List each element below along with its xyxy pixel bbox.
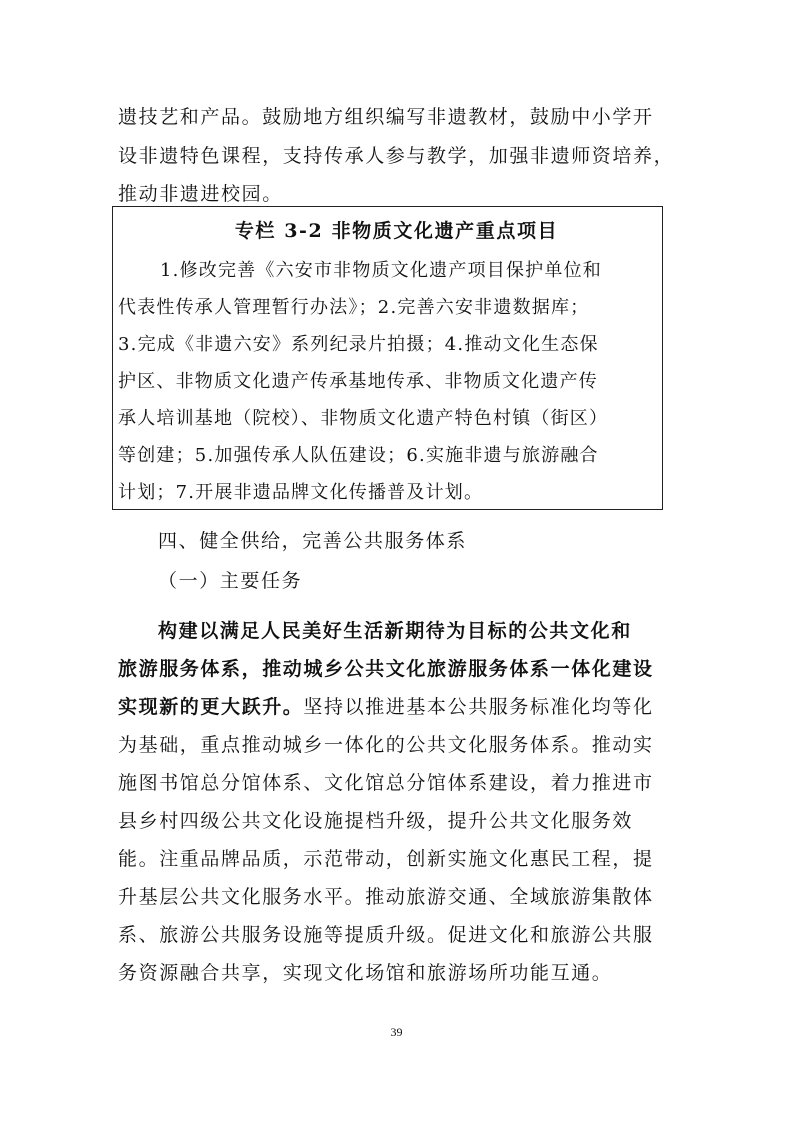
bold-run: 实现新的更大跃升。: [118, 696, 304, 718]
feature-box-line: 护区、非物质文化遗产传承基地传承、非物质文化遗产传: [118, 371, 598, 392]
feature-box-line: 承人培训基地（院校）、非物质文化遗产特色村镇（街区）: [118, 408, 609, 429]
paragraph-line: 设非遗特色课程，支持传承人参与教学，加强非遗师资培养，: [118, 145, 675, 167]
paragraph-line-bold: 构建以满足人民美好生活新期待为目标的公共文化和: [158, 620, 632, 642]
feature-box-line: 计划；7.开展非遗品牌文化传播普及计划。: [118, 482, 484, 503]
paragraph-line: 施图书馆总分馆体系、文化馆总分馆体系建设，着力推进市: [118, 772, 654, 794]
feature-box-line: 等创建；5.加强传承人队伍建设；6.实施非遗与旅游融合: [118, 445, 599, 466]
feature-box-line: 3.完成《非遗六安》系列纪录片拍摄；4.推动文化生态保: [118, 334, 599, 355]
paragraph-line: 推动非遗进校园。: [118, 183, 283, 205]
normal-run: 坚持以推进基本公共服务标准化均等化: [303, 696, 654, 718]
subsection-heading: （一）主要任务: [158, 570, 303, 592]
paragraph-line-bold: 旅游服务体系，推动城乡公共文化旅游服务体系一体化建设: [118, 658, 654, 680]
paragraph-line-mixed: [118, 694, 678, 720]
paragraph-line: 县乡村四级公共文化设施提档升级，提升公共文化服务效: [118, 810, 634, 832]
paragraph-line: 遗技艺和产品。鼓励地方组织编写非遗教材，鼓励中小学开: [118, 106, 654, 128]
paragraph-line: 务资源融合共享，实现文化场馆和旅游场所功能互通。: [118, 962, 613, 984]
page-number: 39: [390, 1025, 403, 1039]
paragraph-line: 系、旅游公共服务设施等提质升级。促进文化和旅游公共服: [118, 924, 654, 946]
paragraph-line: 升基层公共文化服务水平。推动旅游交通、全域旅游集散体: [118, 886, 654, 908]
paragraph-line: 能。注重品牌品质，示范带动，创新实施文化惠民工程，提: [118, 848, 654, 870]
feature-box-line: 1.修改完善《六安市非物质文化遗产项目保护单位和: [160, 260, 602, 281]
section-heading: 四、健全供给，完善公共服务体系: [158, 530, 468, 552]
feature-box-line: 代表性传承人管理暂行办法》；2.完善六安非遗数据库；: [118, 297, 590, 318]
paragraph-line: 为基础，重点推动城乡一体化的公共文化服务体系。推动实: [118, 734, 654, 756]
feature-box-title: 专栏 3-2 非物质文化遗产重点项目: [234, 220, 559, 242]
